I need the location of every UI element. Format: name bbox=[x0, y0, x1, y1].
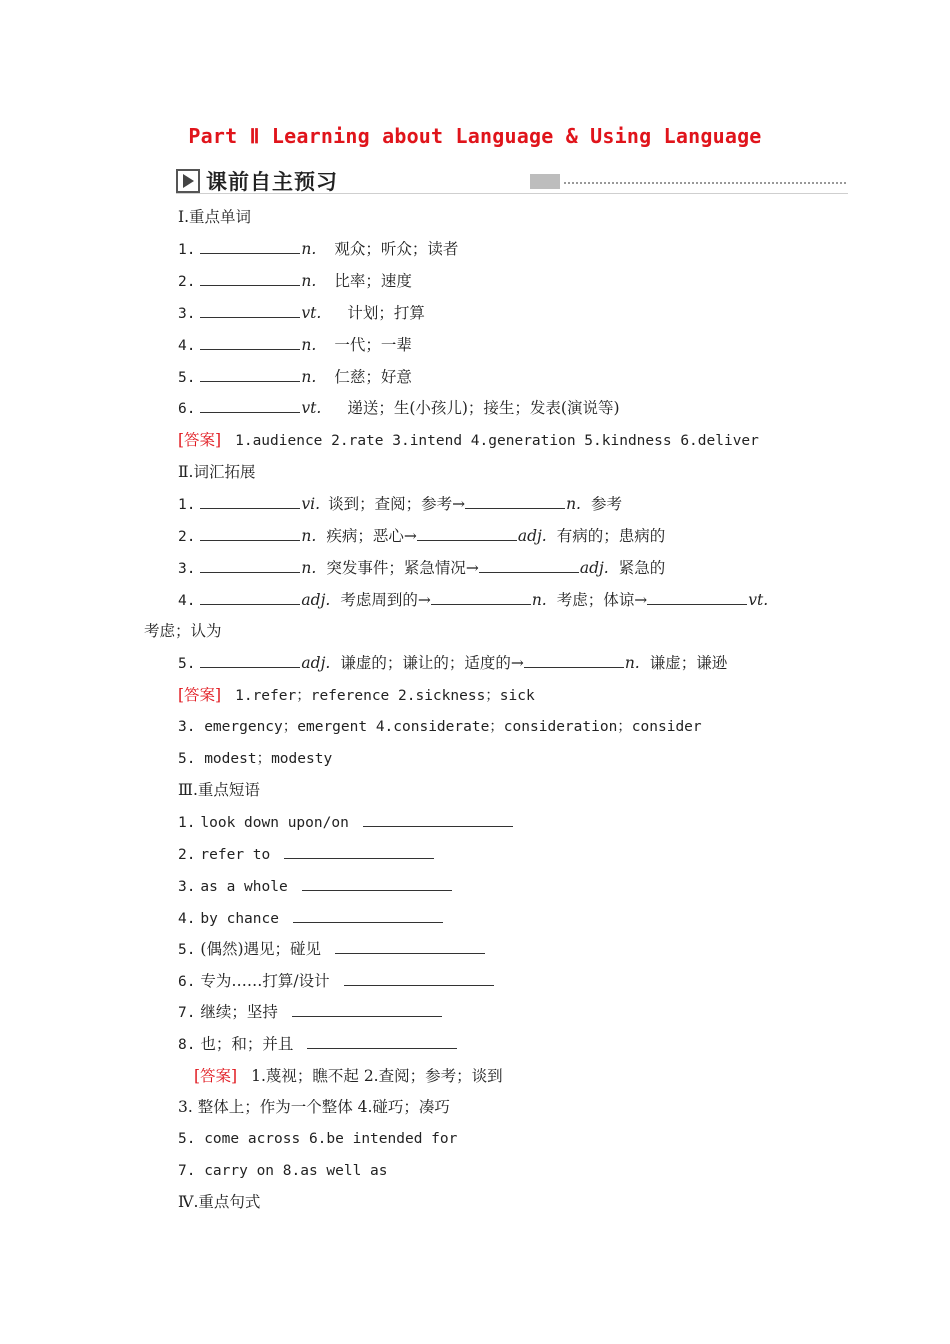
answer-blank bbox=[200, 494, 300, 509]
banner-underline bbox=[176, 193, 848, 194]
answer-blank bbox=[302, 876, 452, 891]
answer-line: 3. emergency；emergent 4.considerate；consideration；consider bbox=[178, 719, 702, 735]
answer-blank bbox=[200, 653, 300, 668]
answer-blank bbox=[200, 398, 300, 413]
answer-blank bbox=[524, 653, 624, 668]
answer-blank bbox=[363, 812, 513, 827]
vocab-item-continuation: 考虑；认为 bbox=[144, 622, 222, 640]
answer-blank bbox=[200, 271, 300, 286]
answer-line: [答案] 1.refer；reference 2.sickness；sick bbox=[178, 686, 535, 704]
answer-blank bbox=[200, 303, 300, 318]
part3-heading: Ⅲ.重点短语 bbox=[178, 781, 260, 799]
phrase-item: 7. 继续；坚持 bbox=[178, 1002, 443, 1023]
vocab-item: 2. n. 疾病；恶心→ adj. 有病的；患病的 bbox=[178, 527, 666, 545]
phrase-item: 2. refer to bbox=[178, 844, 435, 865]
answer-line: 5. modest；modesty bbox=[178, 751, 333, 767]
answer-blank bbox=[200, 335, 300, 350]
part1-heading: Ⅰ.重点单词 bbox=[178, 208, 252, 226]
phrase-item: 5. (偶然)遇见；碰见 bbox=[178, 939, 486, 960]
banner-gray-block bbox=[530, 174, 560, 189]
vocab-item: 4. n. 一代；一辈 bbox=[178, 336, 412, 354]
answer-blank bbox=[417, 526, 517, 541]
answer-blank bbox=[200, 558, 300, 573]
answer-blank bbox=[200, 590, 300, 605]
answer-blank bbox=[200, 239, 300, 254]
play-arrow-icon bbox=[176, 169, 200, 193]
vocab-item: 5. adj. 谦虚的；谦让的；适度的→ n. 谦虚；谦逊 bbox=[178, 654, 728, 672]
answer-line: 5. come across 6.be intended for bbox=[178, 1131, 458, 1147]
section-banner bbox=[176, 166, 848, 194]
answer-label: [答案] bbox=[178, 431, 222, 449]
page-title: Part Ⅱ Learning about Language & Using Language bbox=[188, 124, 762, 148]
answer-label: [答案] bbox=[178, 686, 222, 704]
answer-line: 3. 整体上；作为一个整体 4.碰巧；凑巧 bbox=[178, 1098, 450, 1116]
answer-blank bbox=[344, 971, 494, 986]
part4-heading: Ⅳ.重点句式 bbox=[178, 1193, 261, 1211]
answer-blank bbox=[479, 558, 579, 573]
vocab-item: 1. vi. 谈到；查阅；参考→ n. 参考 bbox=[178, 495, 622, 513]
vocab-item: 5. n. 仁慈；好意 bbox=[178, 368, 412, 386]
answer-line: 7. carry on 8.as well as bbox=[178, 1163, 388, 1179]
answer-blank bbox=[431, 590, 531, 605]
phrase-item: 4. by chance bbox=[178, 908, 444, 929]
vocab-item: 1. n. 观众；听众；读者 bbox=[178, 240, 459, 258]
answer-blank bbox=[647, 590, 747, 605]
phrase-item: 8. 也；和；并且 bbox=[178, 1034, 458, 1055]
section-banner-label: 课前自主预习 bbox=[206, 170, 338, 194]
answer-blank bbox=[200, 526, 300, 541]
vocab-item: 2. n. 比率；速度 bbox=[178, 272, 412, 290]
phrase-item: 1. look down upon/on bbox=[178, 812, 514, 833]
answer-line: [答案] 1.audience 2.rate 3.intend 4.generation 5.kindness 6.deliver bbox=[178, 431, 759, 449]
answer-blank bbox=[335, 939, 485, 954]
part2-heading: Ⅱ.词汇拓展 bbox=[178, 463, 256, 481]
vocab-item: 6. vt. 递送；生(小孩儿)；接生；发表(演说等) bbox=[178, 399, 620, 417]
phrase-item: 6. 专为……打算/设计 bbox=[178, 971, 495, 992]
vocab-item: 4. adj. 考虑周到的→ n. 考虑；体谅→ vt. bbox=[178, 591, 769, 609]
answer-blank bbox=[200, 367, 300, 382]
phrase-item: 3. as a whole bbox=[178, 876, 453, 897]
vocab-item: 3. vt. 计划；打算 bbox=[178, 304, 425, 322]
banner-dotted-line bbox=[564, 182, 846, 184]
answer-blank bbox=[292, 1002, 442, 1017]
answer-blank bbox=[293, 908, 443, 923]
answer-label: [答案] bbox=[194, 1067, 238, 1085]
answer-line: [答案] 1.蔑视；瞧不起 2.查阅；参考；谈到 bbox=[194, 1067, 503, 1085]
answer-blank bbox=[465, 494, 565, 509]
answer-blank bbox=[284, 844, 434, 859]
answer-blank bbox=[307, 1034, 457, 1049]
vocab-item: 3. n. 突发事件；紧急情况→ adj. 紧急的 bbox=[178, 559, 666, 577]
